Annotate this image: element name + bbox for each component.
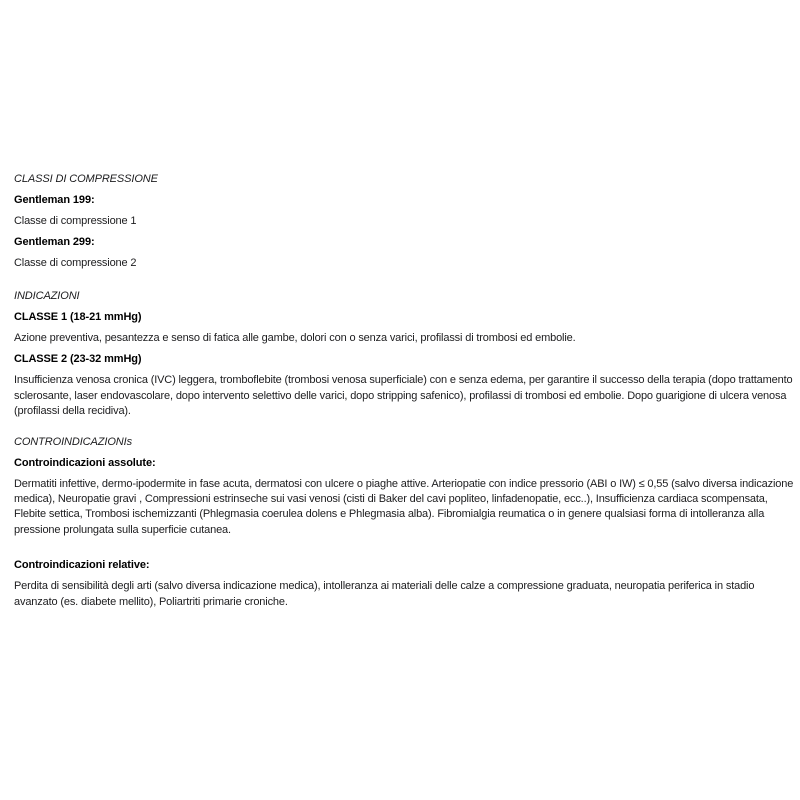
section-indications bbox=[14, 289, 794, 420]
heading-absolute-contraindications: Controindicazioni assolute: bbox=[14, 456, 156, 469]
heading-class2: CLASSE 2 (23-32 mmHg) bbox=[14, 353, 142, 366]
paragraph-class1: Azione preventiva, pesantezza e senso di fatica alle gambe, dolori con o senza varici, profilassi di trombosi ed embolie. bbox=[14, 332, 576, 344]
product-label-gentleman-299: Gentleman 299: bbox=[14, 236, 95, 248]
section-contraindications bbox=[14, 435, 794, 610]
section-title-contraindications: CONTROINDICAZIONIs bbox=[14, 435, 132, 448]
paragraph-relative-contraindications: Perdita di sensibilità degli arti (salvo diversa indicazione medica), intolleranza ai materiali delle calze a compressione graduata, neuropatia periferica in stadio avanzato (es. diabete mellito), Poliartriti primarie croniche. bbox=[14, 580, 755, 608]
section-title-indications: INDICAZIONI bbox=[14, 290, 80, 302]
paragraph-class2: Insufficienza venosa cronica (IVC) leggera, tromboflebite (trombosi venosa superficiale) con e senza edema, per garantire il successo della terapia (dopo trattamento sclerosante, laser endovascolare, dopo intervento selettivo delle varici, dopo stripping safenico), profilassi di trombosi ed embolie. Dopo guarigione di ulcera venosa (profilassi della recidiva). bbox=[14, 374, 793, 418]
product-info-document bbox=[14, 172, 794, 610]
section-title-compression: CLASSI DI COMPRESSIONE bbox=[14, 173, 158, 185]
product-value-gentleman-199: Classe di compressione 1 bbox=[14, 215, 137, 227]
paragraph-absolute-contraindications: Dermatiti infettive, dermo-ipodermite in fase acuta, dermatosi con ulcere o piaghe attive. Arteriopatie con indice pressorio (ABI o IW) ≤ 0,55 (salvo diversa indicazione medica), Neuropatie gravi , Compressioni estrinseche sui vasi venosi (cisti di Baker del cavi popliteo, linfadenopatie, ecc..), Insufficienza cardiaca scompensata, Flebite settica, Trombosi ischemizzanti (Phlegmasia coerulea dolens e Phlegmasia alba). Fibromialgia reumatica o in genere qualsiasi forma di intolleranza alla pressione prolungata sulla superficie cutanea. bbox=[14, 477, 794, 536]
product-value-gentleman-299: Classe di compressione 2 bbox=[14, 257, 137, 269]
section-compression-classes bbox=[14, 172, 794, 271]
heading-relative-contraindications: Controindicazioni relative: bbox=[14, 559, 150, 572]
heading-class1: CLASSE 1 (18-21 mmHg) bbox=[14, 311, 142, 323]
product-label-gentleman-199: Gentleman 199: bbox=[14, 194, 95, 206]
